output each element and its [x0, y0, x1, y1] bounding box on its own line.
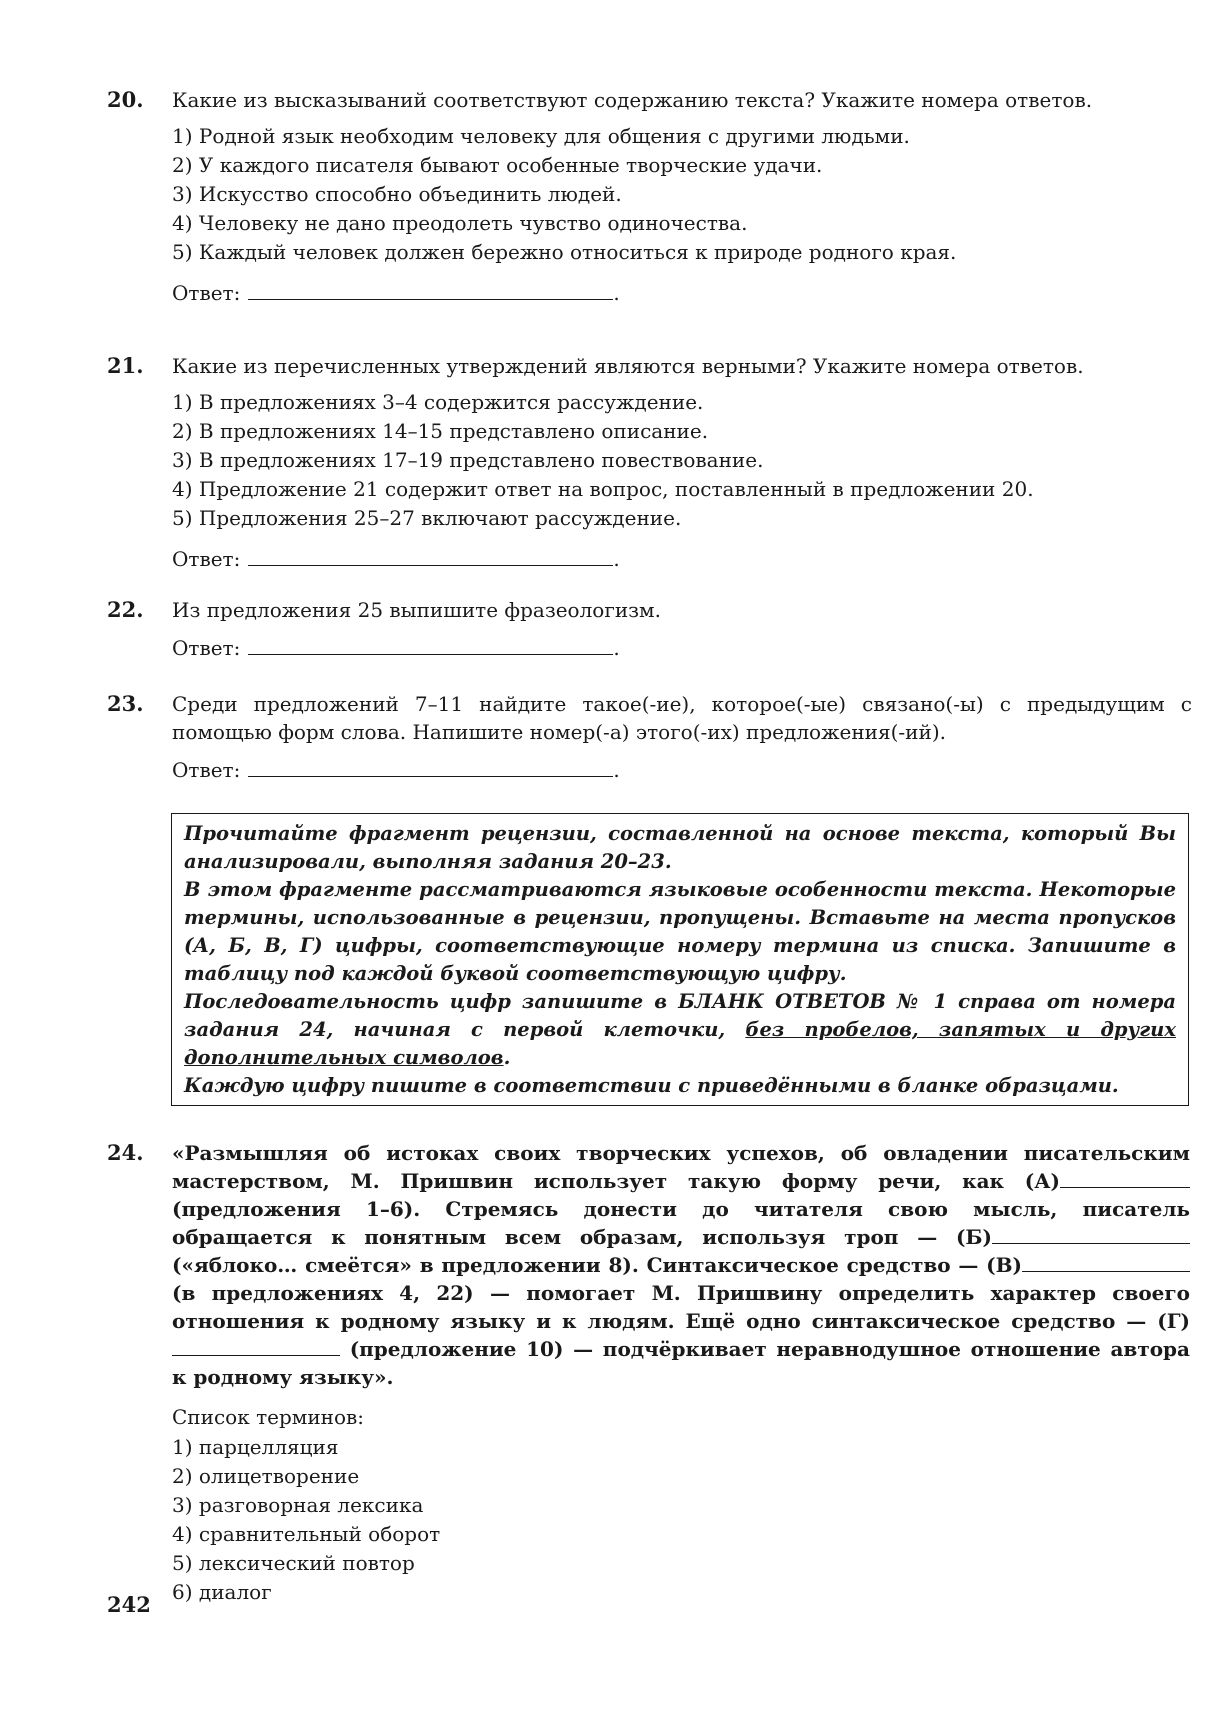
option-item: 5) Предложения 25–27 включают рассуждение.	[172, 506, 682, 530]
answer-period: .	[613, 281, 620, 305]
answer-period: .	[613, 758, 620, 782]
term-item: 4) сравнительный оборот	[172, 1522, 441, 1546]
answer-row	[172, 279, 1192, 307]
task-number: 21.	[107, 353, 144, 378]
option-item: 3) В предложениях 17–19 представлено повествование.	[172, 448, 764, 472]
answer-label: Ответ:	[172, 758, 241, 782]
options-list	[172, 388, 1192, 533]
option-item: 4) Человеку не дано преодолеть чувство одиночества.	[172, 211, 748, 235]
option-item: 1) Родной язык необходим человеку для общения с другими людьми.	[172, 124, 910, 148]
instruction-paragraph: Каждую цифру пишите в соответствии с приведёнными в бланке образцами.	[184, 1074, 1119, 1097]
answer-label: Ответ:	[172, 281, 241, 305]
instruction-box	[171, 813, 1189, 1106]
answer-field[interactable]	[248, 634, 613, 655]
instruction-underlined: без пробелов, запятых и других дополнительных символов	[184, 1018, 1176, 1069]
term-item: 5) лексический повтор	[172, 1551, 415, 1575]
answer-field[interactable]	[248, 279, 613, 300]
answer-row	[172, 634, 1192, 662]
review-text: (предложение 10) — подчёркивает неравнодушное отношение автора к родному языку».	[172, 1337, 1190, 1389]
instruction-paragraph: В этом фрагменте рассматриваются языковые особенности текста. Некоторые термины, использованные в рецензии, пропущены. Вставьте на места пропусков (А, Б, В, Г) цифры, соответствующие номеру термина из списка. Запишите в таблицу под каждой буквой соответствующую цифру.	[184, 878, 1176, 985]
answer-label: Ответ:	[172, 547, 241, 571]
option-item: 1) В предложениях 3–4 содержится рассуждение.	[172, 390, 704, 414]
task-question: Среди предложений 7–11 найдите такое(-ие), которое(-ые) связано(-ы) с предыдущим с помощью форм слова. Напишите номер(-а) этого(-их) предложения(-ий).	[172, 692, 1192, 744]
page-number: 242	[107, 1592, 151, 1617]
term-item: 6) диалог	[172, 1580, 272, 1604]
options-list	[172, 122, 1192, 267]
task-question: Какие из перечисленных утверждений являются верными? Укажите номера ответов.	[172, 354, 1084, 378]
option-item: 2) У каждого писателя бывают особенные творческие удачи.	[172, 153, 823, 177]
answer-row	[172, 545, 1192, 573]
instruction-paragraph	[184, 988, 1176, 1072]
answer-period: .	[613, 547, 620, 571]
task-number: 22.	[107, 597, 144, 622]
instruction-paragraph: Прочитайте фрагмент рецензии, составленной на основе текста, который Вы анализировали, выполняя задания 20–23.	[184, 822, 1176, 873]
option-item: 2) В предложениях 14–15 представлено описание.	[172, 419, 709, 443]
gap-g-field[interactable]	[172, 1337, 340, 1356]
option-item: 4) Предложение 21 содержит ответ на вопрос, поставленный в предложении 20.	[172, 477, 1034, 501]
task-number: 24.	[107, 1140, 144, 1165]
task-body	[172, 596, 1192, 662]
instruction-text: .	[503, 1046, 511, 1069]
answer-row	[172, 756, 1192, 784]
instruction-text: Последовательность цифр запишите в БЛАНК ОТВЕТОВ № 1 справа от номера задания 24, начиная с первой клеточки,	[184, 990, 1176, 1041]
option-item: 5) Каждый человек должен бережно относиться к природе родного края.	[172, 240, 957, 264]
task-body	[172, 352, 1192, 573]
review-text: («яблоко… смеётся» в предложении 8). Синтаксическое средство — (В)	[172, 1253, 1022, 1277]
answer-label: Ответ:	[172, 636, 241, 660]
task-24	[172, 1139, 1190, 1607]
option-item: 3) Искусство способно объединить людей.	[172, 182, 622, 206]
task-body	[172, 690, 1192, 784]
answer-field[interactable]	[248, 756, 613, 777]
review-text: (предложения 1–6). Стремясь донести до читателя свою мысль, писатель обращается к понятным всем образам, используя троп — (Б)	[172, 1197, 1190, 1249]
answer-field[interactable]	[248, 545, 613, 566]
terms-title: Список терминов:	[172, 1405, 365, 1429]
review-text: (в предложениях 4, 22) — помогает М. Пришвину определить характер своего отношения к родному языку и к людям. Ещё одно синтаксическое средство — (Г)	[172, 1281, 1190, 1333]
task-body	[172, 86, 1192, 307]
gap-v-field[interactable]	[1022, 1253, 1190, 1272]
gap-b-field[interactable]	[992, 1225, 1190, 1244]
review-text: «Размышляя об истоках своих творческих успехов, об овладении писательским мастерством, М. Пришвин использует такую форму речи, как (А)	[172, 1141, 1190, 1193]
review-fragment	[172, 1139, 1190, 1391]
term-item: 1) парцелляция	[172, 1435, 339, 1459]
task-question: Какие из высказываний соответствуют содержанию текста? Укажите номера ответов.	[172, 88, 1093, 112]
terms-list	[172, 1433, 1190, 1607]
gap-a-field[interactable]	[1060, 1169, 1190, 1188]
term-item: 3) разговорная лексика	[172, 1493, 424, 1517]
term-item: 2) олицетворение	[172, 1464, 360, 1488]
task-question: Из предложения 25 выпишите фразеологизм.	[172, 598, 661, 622]
answer-period: .	[613, 636, 620, 660]
task-number: 20.	[107, 87, 144, 112]
task-number: 23.	[107, 691, 144, 716]
